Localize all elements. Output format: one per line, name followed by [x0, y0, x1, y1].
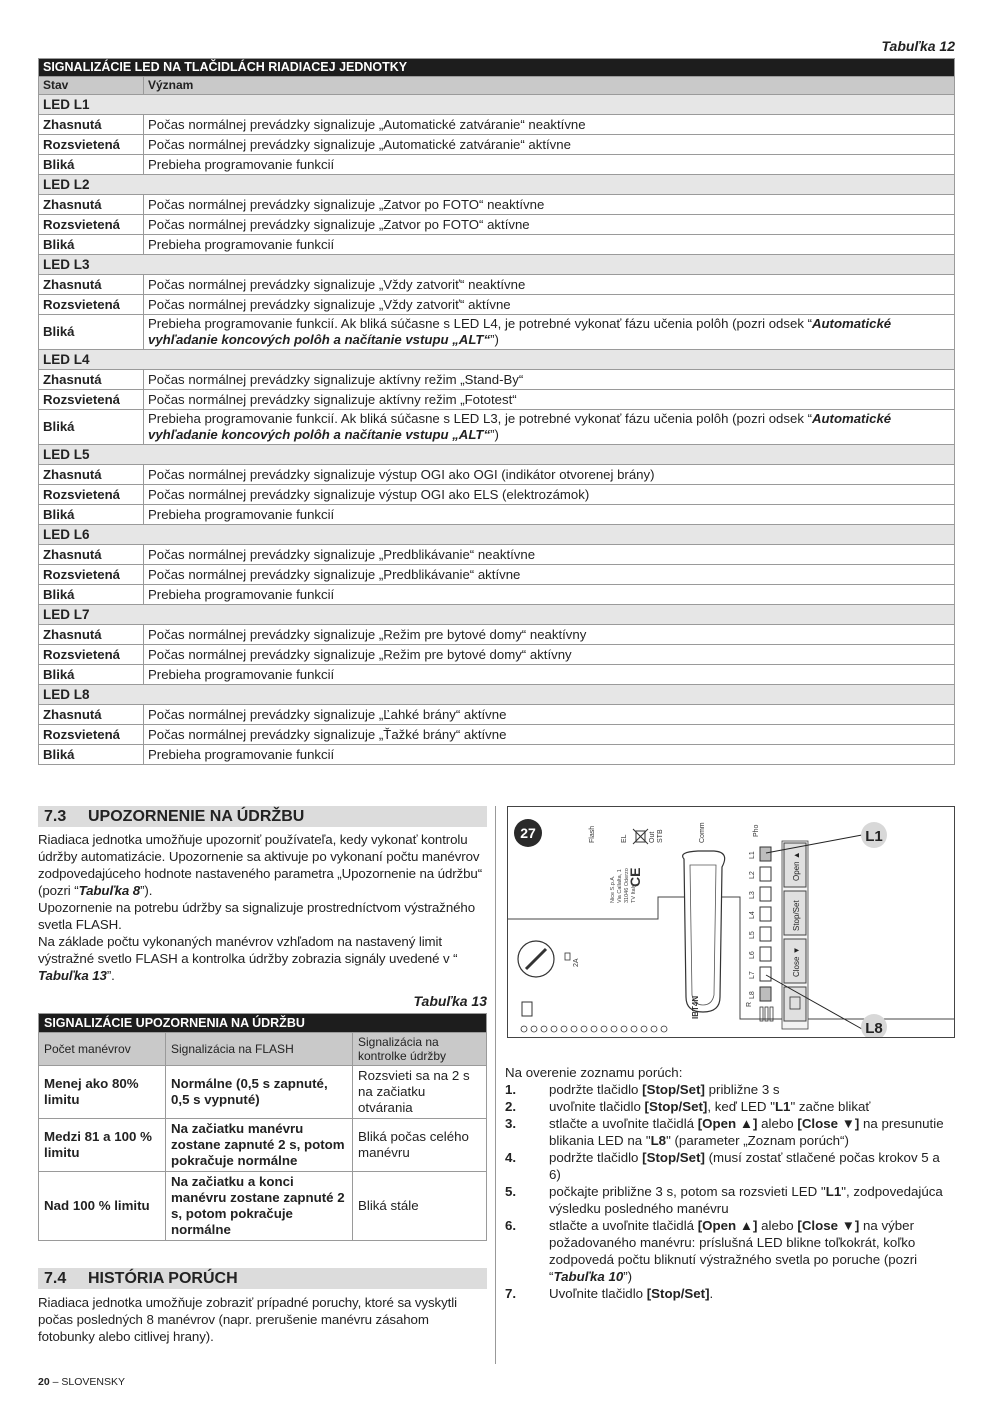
page-number: 20 [38, 1376, 50, 1388]
maneuver-count: Menej ako 80% limitu [39, 1066, 166, 1119]
button-panel [782, 841, 808, 1029]
led-l5 [760, 927, 771, 941]
led-l2 [760, 867, 771, 881]
led-meaning: Prebieha programovanie funkcií [144, 235, 955, 255]
step-number: 1. [505, 1082, 517, 1097]
section-title: HISTÓRIA PORÚCH [88, 1270, 238, 1287]
table-row [39, 135, 955, 155]
control-board-drawing [508, 807, 954, 1037]
figure-number: 27 [520, 825, 536, 841]
led-meaning: Počas normálnej prevádzky signalizuje aktívny režim „Stand-By“ [144, 370, 955, 390]
led-label: L6 [749, 951, 756, 959]
table-row [39, 465, 955, 485]
led-meaning: Prebieha programovanie funkcií [144, 505, 955, 525]
terminal-pin [631, 1026, 637, 1032]
fuse-label: 2A [573, 958, 580, 967]
led-label: L3 [749, 891, 756, 899]
label-stb: STB [657, 829, 664, 843]
led-label: L2 [749, 871, 756, 879]
section-reference: Automatické vyhľadanie koncových polôh a načítanie vstupu „ALT“ [148, 316, 892, 347]
fuse-icon [565, 953, 570, 960]
section-title: UPOZORNENIE NA ÚDRŽBU [88, 808, 305, 825]
step-number: 3. [505, 1116, 517, 1131]
led-label: L5 [749, 931, 756, 939]
maker-line: Nice S.p.A. [610, 875, 616, 903]
led-signals-table [38, 58, 955, 765]
led-l4 [760, 907, 771, 921]
led-group-name: LED L2 [39, 175, 955, 195]
weee-bin-icon [633, 829, 648, 844]
table-row [39, 545, 955, 565]
led-column [749, 847, 773, 1021]
table12-title: SIGNALIZÁCIE LED NA TLAČIDLÁCH RIADIACEJ JEDNOTKY [39, 59, 955, 77]
board-outline [508, 897, 954, 1019]
led-meaning: Počas normálnej prevádzky signalizuje „Ťažké brány“ aktívne [144, 725, 955, 745]
section-reference: Automatické vyhľadanie koncových polôh a načítanie vstupu „ALT“ [148, 411, 892, 442]
paragraph: Na základe počtu vykonaných manévrov vzhľadom na nastavený limit výstražné svetlo FLASH a kontrolka údržby zobrazia signály uvedené v “ Tabuľka 13”. [38, 934, 458, 983]
led-label: L1 [749, 851, 756, 859]
paragraph: Upozornenie na potrebu údržby sa signalizuje prostredníctvom výstražného svetla FLASH. [38, 900, 476, 932]
maneuver-count: Nad 100 % limitu [39, 1172, 166, 1241]
led-l1 [760, 847, 771, 861]
list-item [505, 1183, 955, 1217]
table-row [39, 725, 955, 745]
table-row [39, 390, 955, 410]
led-l8 [760, 987, 771, 1001]
list-item [505, 1081, 955, 1098]
led-state: Bliká [39, 585, 144, 605]
led-group-name: LED L8 [39, 685, 955, 705]
maintenance-led-signal: Bliká stále [353, 1172, 487, 1241]
led-group-row [39, 605, 955, 625]
led-state: Rozsvietená [39, 215, 144, 235]
board-label: IBT4N [691, 995, 700, 1019]
table-row [39, 295, 955, 315]
step-text: počkajte približne 3 s, potom sa rozsvieti LED "L1", zodpovedajúca výsledku posledného manévru [549, 1184, 943, 1216]
led-group-row [39, 175, 955, 195]
led-state: Bliká [39, 410, 144, 445]
maker-line: TV Italy [631, 884, 637, 903]
section-7-3-body [38, 831, 487, 984]
callout-l8: L8 [865, 1020, 883, 1037]
terminal-pin [611, 1026, 617, 1032]
table-row [39, 485, 955, 505]
section-number: 7.3 [44, 808, 67, 825]
led-state: Bliká [39, 235, 144, 255]
paragraph: Riadiaca jednotka umožňuje zobraziť prípadné poruchy, ktoré sa vyskytli počas posledných 8 manévrov (napr. prerušenie manévru zásahom fotobunky alebo citlivej hrany). [38, 1295, 457, 1344]
terminal-pin [581, 1026, 587, 1032]
table13-header: Počet manévrov [39, 1033, 166, 1066]
footer-language: – SLOVENSKY [52, 1376, 125, 1388]
led-meaning: Počas normálnej prevádzky signalizuje výstup OGI ako OGI (indikátor otvorenej brány) [144, 465, 955, 485]
led-meaning: Počas normálnej prevádzky signalizuje „Automatické zatváranie“ neaktívne [144, 115, 955, 135]
section-number: 7.4 [44, 1270, 67, 1287]
flash-signal: Na začiatku a konci manévru zostane zapnuté 2 s, potom pokračuje normálne [166, 1172, 353, 1241]
section-7-3-heading [38, 806, 487, 827]
led-meaning: Prebieha programovanie funkcií [144, 745, 955, 765]
led-state: Bliká [39, 315, 144, 350]
step-number: 5. [505, 1184, 517, 1199]
section-7-4-body [38, 1294, 487, 1345]
table-row [39, 215, 955, 235]
maintenance-led-signal: Rozsvieti sa na 2 s na začiatku otvárania [353, 1066, 487, 1119]
led-meaning: Počas normálnej prevádzky signalizuje „Režim pre bytové domy“ aktívny [144, 645, 955, 665]
step-text: Uvoľnite tlačidlo [Stop/Set]. [549, 1286, 714, 1301]
pin-row [521, 1026, 667, 1032]
step-number: 6. [505, 1218, 517, 1233]
terminal-pin [601, 1026, 607, 1032]
led-state: Zhasnutá [39, 115, 144, 135]
table-row [39, 505, 955, 525]
label-flash: Flash [589, 825, 596, 843]
table13-header: Signalizácia na kontrolke údržby [353, 1033, 487, 1066]
table-row [39, 275, 955, 295]
led-group-name: LED L1 [39, 95, 955, 115]
col-state-header: Stav [39, 77, 144, 95]
table-reference: Tabuľka 8 [78, 883, 141, 898]
led-meaning: Počas normálnej prevádzky signalizuje „Vždy zatvoriť“ neaktívne [144, 275, 955, 295]
led-state: Zhasnutá [39, 370, 144, 390]
fuse-holder-slot [526, 949, 546, 969]
step-text: podržte tlačidlo [Stop/Set] približne 3 s [549, 1082, 780, 1097]
fault-history-steps [505, 1064, 955, 1302]
led-meaning: Prebieha programovanie funkcií [144, 665, 955, 685]
step-text: uvoľnite tlačidlo [Stop/Set], keď LED "L1" začne blikať [549, 1099, 871, 1114]
led-meaning: Počas normálnej prevádzky signalizuje „Režim pre bytové domy“ neaktívny [144, 625, 955, 645]
list-item [505, 1149, 955, 1183]
led-meaning: Počas normálnej prevádzky signalizuje „Predblikávanie“ neaktívne [144, 545, 955, 565]
led-meaning: Prebieha programovanie funkcií [144, 155, 955, 175]
list-item [505, 1285, 955, 1302]
table-row [39, 705, 955, 725]
table12-caption: Tabuľka 12 [881, 38, 955, 54]
table-row [39, 235, 955, 255]
table-row [39, 1172, 487, 1241]
step-number: 2. [505, 1099, 517, 1114]
table-row [39, 315, 955, 350]
led-group-row [39, 95, 955, 115]
led-l6 [760, 947, 771, 961]
led-state: Rozsvietená [39, 135, 144, 155]
table-row [39, 565, 955, 585]
step-text: stlačte a uvoľnite tlačidlá [Open ▲] alebo [Close ▼] na výber požadovaného manévru: príslušná LED blikne toľkokrát, koľko zodpovedá počtu bliknutí výstražného svetla po poruche (pozri “Tabuľka 10”) [549, 1218, 918, 1284]
led-meaning: Počas normálnej prevádzky signalizuje „Automatické zatváranie“ aktívne [144, 135, 955, 155]
callout-line-l8 [766, 975, 862, 1029]
led-state: Rozsvietená [39, 390, 144, 410]
led-label: L4 [749, 911, 756, 919]
led-state: Zhasnutá [39, 275, 144, 295]
led-state: Bliká [39, 745, 144, 765]
table13-title: SIGNALIZÁCIE UPOZORNENIA NA ÚDRŽBU [39, 1014, 487, 1033]
callout-line-l1 [766, 835, 862, 853]
maneuver-count: Medzi 81 a 100 % limitu [39, 1119, 166, 1172]
step-text: podržte tlačidlo [Stop/Set] (musí zostať stlačené počas krokov 5 a 6) [549, 1150, 940, 1182]
table-row [39, 665, 955, 685]
table-row [39, 370, 955, 390]
led-state: Rozsvietená [39, 295, 144, 315]
flash-signal: Normálne (0,5 s zapnuté, 0,5 s vypnuté) [166, 1066, 353, 1119]
page-footer [38, 1376, 125, 1388]
led-group-name: LED L7 [39, 605, 955, 625]
led-state: Bliká [39, 155, 144, 175]
led-state: Bliká [39, 665, 144, 685]
radio-module [683, 851, 725, 1012]
led-meaning: Počas normálnej prevádzky signalizuje aktívny režim „Fototest“ [144, 390, 955, 410]
column-divider [495, 806, 496, 1364]
led-group-row [39, 255, 955, 275]
callout-l1: L1 [865, 828, 883, 845]
led-label: L7 [749, 971, 756, 979]
led-meaning: Počas normálnej prevádzky signalizuje „Ľahké brány“ aktívne [144, 705, 955, 725]
col-meaning-header: Význam [144, 77, 955, 95]
table-row [39, 195, 955, 215]
led-state: Rozsvietená [39, 645, 144, 665]
led-group-name: LED L4 [39, 350, 955, 370]
led-state: Bliká [39, 505, 144, 525]
led-meaning: Počas normálnej prevádzky signalizuje „Zatvor po FOTO“ aktívne [144, 215, 955, 235]
led-state: Zhasnutá [39, 625, 144, 645]
led-meaning: Prebieha programovanie funkcií. Ak bliká súčasne s LED L3, je potrebné vykonať fázu učenia polôh (pozri odsek “Automatické vyhľadanie koncových polôh a načítanie vstupu „ALT“”) [144, 410, 955, 445]
led-group-row [39, 350, 955, 370]
led-meaning: Počas normálnej prevádzky signalizuje „Predblikávanie“ aktívne [144, 565, 955, 585]
led-label: L8 [749, 991, 756, 999]
label-out: Out [649, 831, 656, 843]
paragraph: Riadiaca jednotka umožňuje upozorniť používateľa, kedy vykonať kontrolu údržby automatizácie. Upozornenie sa aktivuje po vykonaní počtu manévrov zodpovedajúceho hodnote nastaveného parametra „Upozornenie na údržbu“ (pozri “Tabuľka 8”). [38, 832, 483, 898]
label-phot: Pho [753, 824, 760, 837]
table-reference: Tabuľka 13 [38, 968, 107, 983]
maker-line: Via Callalta, 1 [617, 869, 623, 903]
led-l3 [760, 887, 771, 901]
label-comm: Comm [699, 822, 706, 843]
table-row [39, 1119, 487, 1172]
maker-line: 31046 Oderzo [624, 868, 630, 903]
terminal-pin [651, 1026, 657, 1032]
led-state: Rozsvietená [39, 485, 144, 505]
steps-list [505, 1081, 955, 1302]
table-row [39, 745, 955, 765]
led-group-row [39, 685, 955, 705]
list-item [505, 1098, 955, 1115]
section-7-4-heading [38, 1268, 487, 1289]
terminal-pin [541, 1026, 547, 1032]
terminal-pin [621, 1026, 627, 1032]
terminal-pin [571, 1026, 577, 1032]
led-state: Zhasnutá [39, 705, 144, 725]
stop-set-button-label: Stop/Set [792, 900, 801, 931]
led-state: Zhasnutá [39, 465, 144, 485]
led-group-name: LED L6 [39, 525, 955, 545]
terminal-pin [661, 1026, 667, 1032]
list-item [505, 1115, 955, 1149]
terminal-pin [591, 1026, 597, 1032]
figure-27-control-board [507, 806, 955, 1038]
table-row [39, 115, 955, 135]
list-item [505, 1217, 955, 1285]
table-row [39, 625, 955, 645]
led-meaning: Počas normálnej prevádzky signalizuje výstup OGI ako ELS (elektrozámok) [144, 485, 955, 505]
led-group-row [39, 445, 955, 465]
table-row [39, 645, 955, 665]
open-button-label: Open ▲ [792, 851, 801, 881]
close-button-label: Close ▼ [792, 946, 801, 977]
led-state: Zhasnutá [39, 545, 144, 565]
flash-signal: Na začiatku manévru zostane zapnuté 2 s, potom pokračuje normálne [166, 1119, 353, 1172]
radio-button[interactable] [784, 987, 806, 1021]
table13-caption: Tabuľka 13 [413, 993, 487, 1009]
table13-header: Signalizácia na FLASH [166, 1033, 353, 1066]
step-number: 7. [505, 1286, 517, 1301]
led-state: Zhasnutá [39, 195, 144, 215]
label-el: EL [621, 834, 628, 843]
table-row [39, 155, 955, 175]
steps-intro: Na overenie zoznamu porúch: [505, 1065, 683, 1080]
maintenance-signals-table [38, 1013, 487, 1241]
table-row [39, 1066, 487, 1119]
connector-icon [522, 1002, 532, 1016]
led-meaning: Prebieha programovanie funkcií. Ak bliká súčasne s LED L4, je potrebné vykonať fázu učenia polôh (pozri odsek “Automatické vyhľadanie koncových polôh a načítanie vstupu „ALT“”) [144, 315, 955, 350]
step-number: 4. [505, 1150, 517, 1165]
led-group-row [39, 525, 955, 545]
table-row [39, 410, 955, 445]
led-meaning: Počas normálnej prevádzky signalizuje „Vždy zatvoriť“ aktívne [144, 295, 955, 315]
terminal-pin [521, 1026, 527, 1032]
led-group-name: LED L5 [39, 445, 955, 465]
terminal-pin [531, 1026, 537, 1032]
terminal-pin [551, 1026, 557, 1032]
maintenance-led-signal: Bliká počas celého manévru [353, 1119, 487, 1172]
led-group-name: LED L3 [39, 255, 955, 275]
terminal-pin [641, 1026, 647, 1032]
terminal-pin [561, 1026, 567, 1032]
table-row [39, 585, 955, 605]
led-l7 [760, 967, 771, 981]
led-state: Rozsvietená [39, 565, 144, 585]
ce-mark-icon: CE [627, 867, 643, 887]
step-text: stlačte a uvoľnite tlačidlá [Open ▲] alebo [Close ▼] na presunutie blikania LED na "L8" (parameter „Zoznam porúch“) [549, 1116, 944, 1148]
led-meaning: Počas normálnej prevádzky signalizuje „Zatvor po FOTO“ neaktívne [144, 195, 955, 215]
led-state: Rozsvietená [39, 725, 144, 745]
label-r: R [746, 1001, 753, 1007]
led-meaning: Prebieha programovanie funkcií [144, 585, 955, 605]
